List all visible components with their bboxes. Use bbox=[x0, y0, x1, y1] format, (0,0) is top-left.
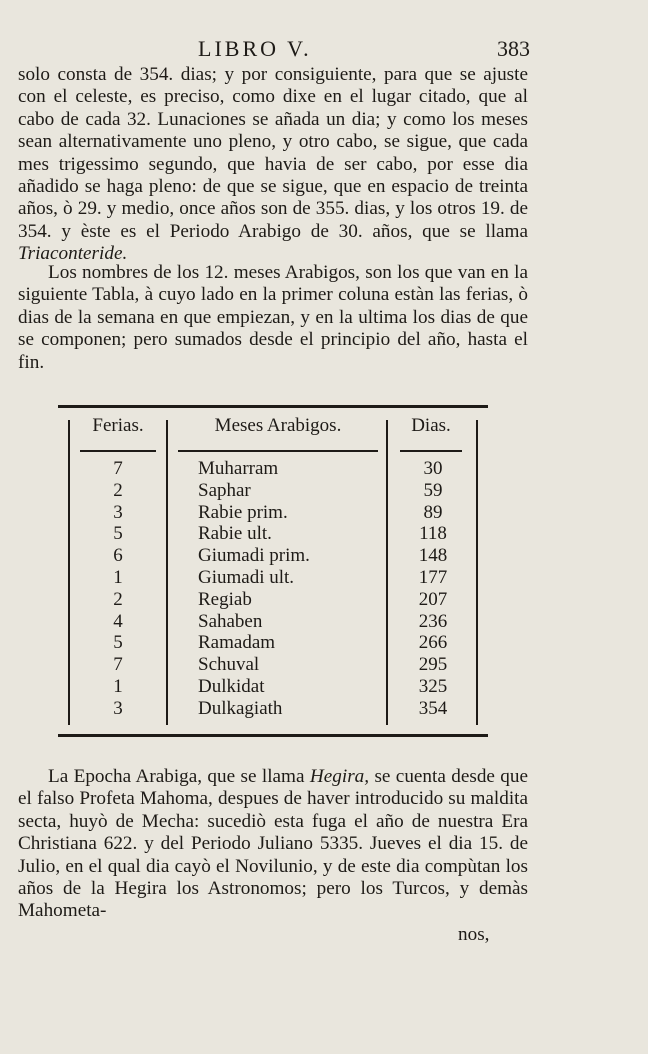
feria-cell: 3 bbox=[113, 501, 123, 523]
days-cell: 148 bbox=[418, 545, 448, 567]
triaconteride-term: Triaconteride. bbox=[18, 243, 128, 265]
table-bottom-rule bbox=[58, 734, 488, 737]
month-cell: Dulkagiath bbox=[198, 697, 283, 719]
days-cell: 266 bbox=[418, 632, 448, 654]
feria-cell: 2 bbox=[113, 588, 123, 610]
days-cell: 354 bbox=[418, 697, 448, 719]
hegira-term: Hegira, bbox=[309, 766, 370, 787]
feria-cell: 2 bbox=[113, 479, 123, 501]
month-cell: Schuval bbox=[198, 654, 260, 676]
month-cell: Giumadi ult. bbox=[198, 566, 295, 588]
feria-cell: 3 bbox=[113, 697, 123, 719]
page-number: 383 bbox=[497, 36, 530, 61]
running-head: LIBRO V. bbox=[198, 36, 312, 61]
days-cell: 236 bbox=[418, 610, 448, 632]
month-cell: Ramadam bbox=[198, 632, 276, 654]
days-cell: 177 bbox=[418, 566, 448, 588]
month-cell: Dulkidat bbox=[198, 675, 265, 697]
paragraph-3-text-b: se cuenta desde que el falso Profeta Mahoma, despues de haver introducido su maldita secta, huyò de Mecha: sucediò esta fuga el año de nuestra Era Christiana 622. y del Periodo Juliano 5335. Jueves el dia 15. de Julio, en el qual dia cayò el Novilunio, y de este dia compùtan los años de la Hegira los Astronomos; pero los Turcos, y demàs Mahometa- bbox=[18, 766, 529, 922]
days-cell: 207 bbox=[418, 588, 448, 610]
month-cell: Muharram bbox=[198, 458, 279, 479]
page-header bbox=[18, 36, 530, 66]
catchword: nos, bbox=[458, 924, 490, 945]
header-dias: Dias. bbox=[411, 415, 451, 436]
paragraph-1-text: solo consta de 354. dias; y por consiguiente, para que se ajuste con el celeste, es preciso, como dixe en el lugar citado, que al cabo de cada 32. Lunaciones se añada un dia; y como los meses sean alternativamente uno pleno, y otro cabo, se sigue, que cada mes trigessimo segundo, que havia de ser cabo, por esse dia añadido se haga pleno: de que se sigue, que en espacio de treinta años, ò 29. y medio, once años son de 355. dias, y los otros 19. de 354. y èste es el Periodo Arabigo de 30. años, que se llama bbox=[18, 64, 528, 242]
arabic-months-table bbox=[58, 400, 488, 740]
feria-cell: 7 bbox=[113, 458, 123, 479]
dias-column bbox=[400, 458, 466, 720]
feria-cell: 1 bbox=[113, 566, 123, 588]
paragraph-3-text-a: La Epocha Arabiga, que se llama bbox=[48, 766, 305, 787]
month-cell: Rabie prim. bbox=[198, 501, 288, 523]
feria-cell: 5 bbox=[113, 523, 123, 545]
table-top-rule bbox=[58, 405, 488, 408]
table-left-rule bbox=[68, 420, 70, 725]
header-meses: Meses Arabigos. bbox=[214, 415, 342, 436]
month-cell: Sahaben bbox=[198, 610, 263, 632]
feria-cell: 6 bbox=[113, 545, 123, 567]
paragraph-3 bbox=[18, 766, 528, 923]
header-underline bbox=[80, 450, 156, 452]
month-cell: Regiab bbox=[198, 588, 252, 610]
month-cell: Saphar bbox=[198, 479, 251, 501]
month-cell: Rabie ult. bbox=[198, 523, 272, 545]
paragraph-2: Los nombres de los 12. meses Arabigos, son los que van en la siguiente Tabla, à cuyo lado en la primer coluna estàn las ferias, ò dias de la semana en que empiezan, y en la ultima los dias de que se componen; pero sumados desde el principio del año, hasta el fin. bbox=[18, 262, 528, 373]
days-cell: 325 bbox=[418, 675, 448, 697]
header-underline bbox=[400, 450, 462, 452]
month-cell: Giumadi prim. bbox=[198, 545, 310, 567]
feria-cell: 7 bbox=[113, 654, 123, 676]
ferias-column bbox=[88, 458, 148, 720]
days-cell: 30 bbox=[423, 458, 443, 479]
feria-cell: 4 bbox=[113, 610, 123, 632]
meses-column bbox=[198, 458, 388, 720]
header-ferias: Ferias. bbox=[92, 415, 144, 436]
feria-cell: 1 bbox=[113, 675, 123, 697]
header-underline bbox=[178, 450, 378, 452]
table-column-rule bbox=[166, 420, 168, 725]
days-cell: 118 bbox=[419, 523, 447, 545]
days-cell: 295 bbox=[418, 654, 448, 676]
days-cell: 89 bbox=[423, 501, 443, 523]
days-cell: 59 bbox=[423, 479, 443, 501]
paragraph-1 bbox=[18, 64, 528, 266]
feria-cell: 5 bbox=[113, 632, 123, 654]
table-right-rule bbox=[476, 420, 478, 725]
